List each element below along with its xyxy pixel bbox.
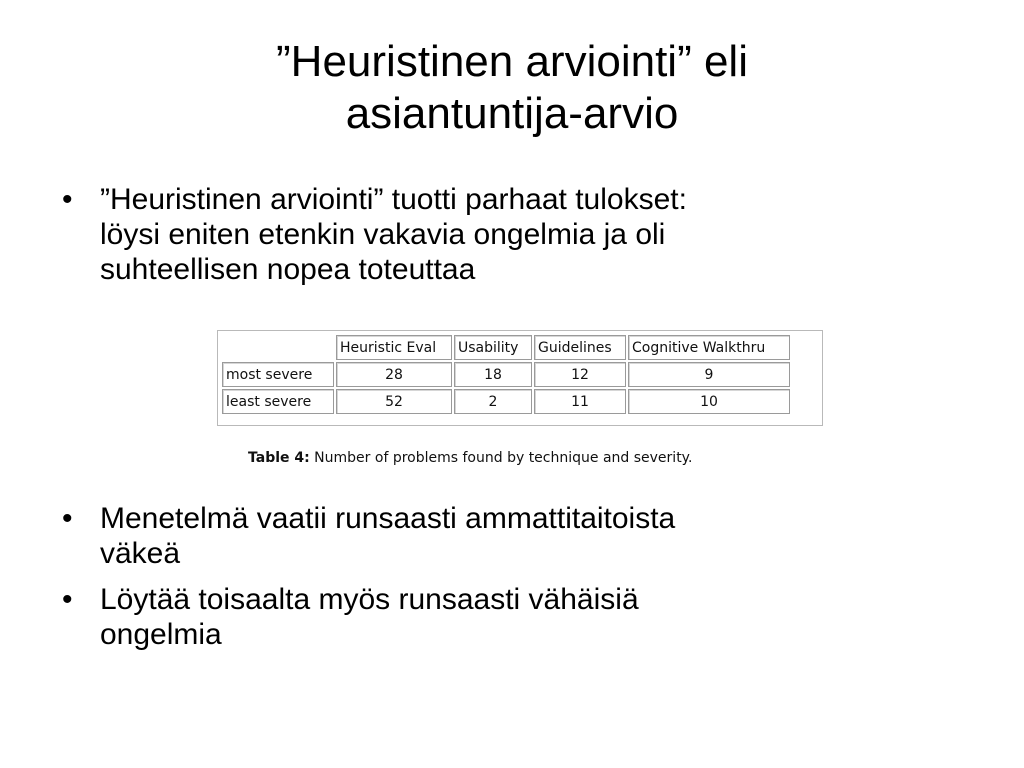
table-cell: 28 <box>336 362 452 387</box>
table-cell: 9 <box>628 362 790 387</box>
table-cell: 2 <box>454 389 532 414</box>
table-corner-cell <box>222 335 334 360</box>
table-caption-text: Number of problems found by technique and severity. <box>309 450 693 466</box>
row-header: least severe <box>222 389 334 414</box>
results-table-frame <box>217 330 823 426</box>
bullet-item <box>62 501 962 571</box>
column-header: Usability <box>454 335 532 360</box>
table-row <box>222 362 790 387</box>
row-header: most severe <box>222 362 334 387</box>
table-cell: 11 <box>534 389 626 414</box>
results-table <box>220 333 792 416</box>
table-header-row <box>222 335 790 360</box>
bullet-marker: • <box>62 183 73 216</box>
table-cell: 18 <box>454 362 532 387</box>
column-header: Cognitive Walkthru <box>628 335 790 360</box>
bullet-marker: • <box>62 502 73 535</box>
table-caption-label: Table 4: <box>248 450 310 466</box>
table-caption <box>248 450 823 466</box>
slide-title-line-1: ”Heuristinen arviointi” eli <box>276 37 748 86</box>
bullet-text-line: ongelmia <box>100 618 222 651</box>
table-row <box>222 389 790 414</box>
column-header: Guidelines <box>534 335 626 360</box>
bullet-text-line: Löytää toisaalta myös runsaasti vähäisiä <box>100 583 639 616</box>
bullet-item <box>62 182 962 287</box>
slide-title-line-2: asiantuntija-arvio <box>345 89 679 138</box>
table-cell: 10 <box>628 389 790 414</box>
table-cell: 52 <box>336 389 452 414</box>
bullet-text-line: Menetelmä vaatii runsaasti ammattitaitoista <box>100 502 676 535</box>
slide-title <box>0 36 1024 140</box>
bullet-text-line: ”Heuristinen arviointi” tuotti parhaat tulokset: <box>100 183 687 216</box>
table-cell: 12 <box>534 362 626 387</box>
results-figure <box>217 330 823 466</box>
bullet-marker: • <box>62 583 73 616</box>
bullet-item <box>62 582 962 652</box>
bullet-list-top <box>62 182 962 298</box>
bullet-text-line: löysi eniten etenkin vakavia ongelmia ja oli <box>100 218 666 251</box>
bullet-text-line: väkeä <box>100 537 181 570</box>
column-header: Heuristic Eval <box>336 335 452 360</box>
bullet-text-line: suhteellisen nopea toteuttaa <box>100 253 476 286</box>
bullet-list-bottom <box>62 501 962 663</box>
